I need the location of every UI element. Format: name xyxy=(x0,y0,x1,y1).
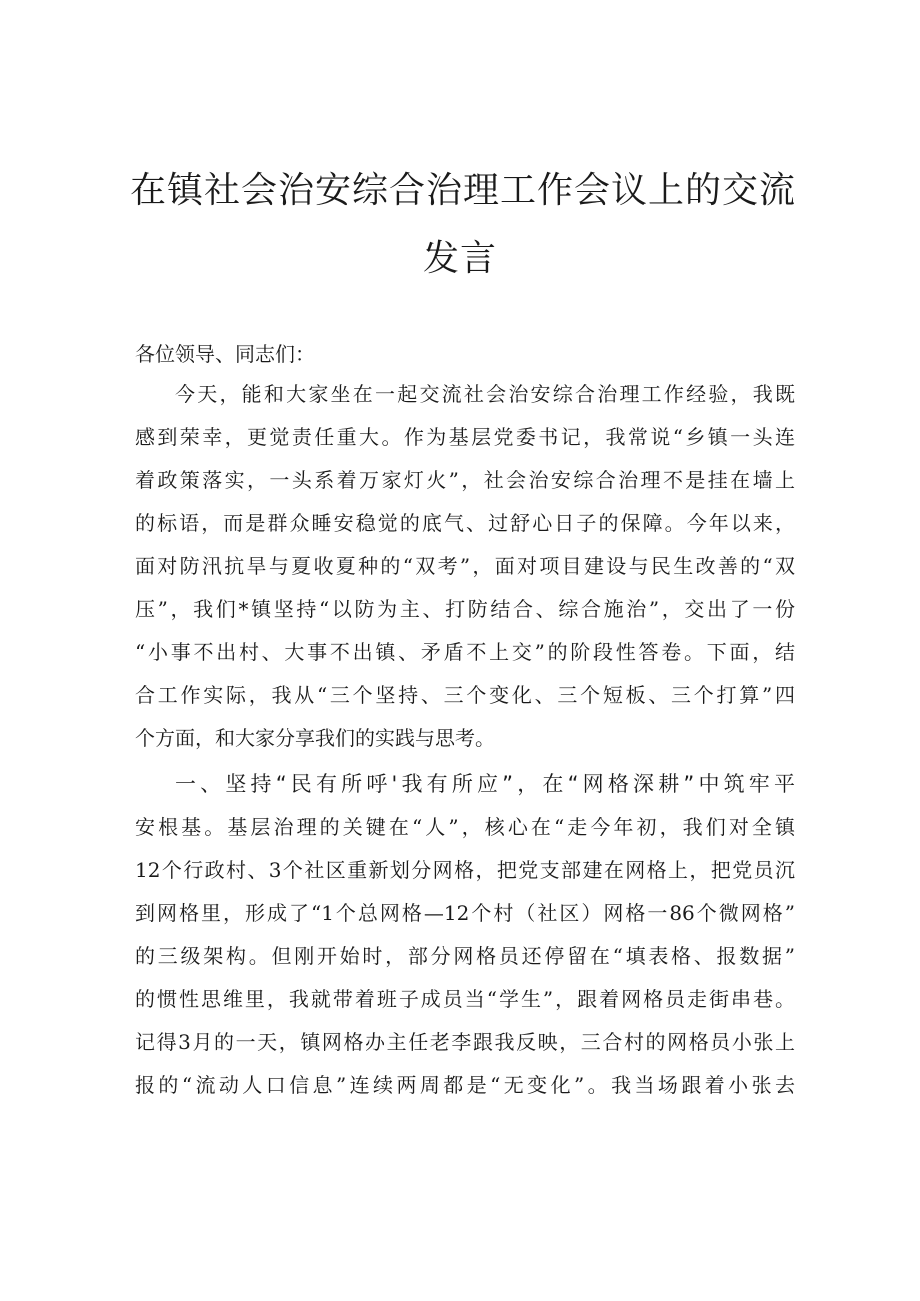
section-1-line: 报的“流动人口信息”连续两周都是“无变化”。我当场跟着小张去 xyxy=(135,1073,795,1097)
section-1-line-text: 基层治理的关键在“人”，核心在“走今年初，我们对全镇 xyxy=(227,815,795,839)
document-title-line-1: 在镇社会治安综合治理工作会议上的交流 xyxy=(130,170,797,211)
document-title-line-2: 发言 xyxy=(422,238,497,279)
paragraph-line: 合工作实际，我从“三个坚持、三个变化、三个短板、三个打算”四 xyxy=(135,683,795,707)
section-1-line: 的惯性思维里，我就带着班子成员当“学生”，跟着网格员走街串巷。 xyxy=(135,987,795,1011)
paragraph-line: 压”，我们*镇坚持“以防为主、打防结合、综合施治”，交出了一份 xyxy=(135,597,795,621)
paragraph-line: “小事不出村、大事不出镇、矛盾不上交”的阶段性答卷。下面，结 xyxy=(135,640,795,664)
paragraph-line: 感到荣幸，更觉责任重大。作为基层党委书记，我常说“乡镇一头连 xyxy=(135,425,795,449)
section-1-line: 到网格里，形成了“1个总网格—12个村（社区）网格一86个微网格” xyxy=(135,901,795,925)
paragraph-line: 面对防汛抗旱与夏收夏种的“双考”，面对项目建设与民生改善的“双 xyxy=(135,554,795,578)
section-1-line: 记得3月的一天，镇网格办主任老李跟我反映，三合村的网格员小张上 xyxy=(135,1030,795,1054)
section-1-line: 12个行政村、3个社区重新划分网格，把党支部建在网格上，把党员沉 xyxy=(135,858,795,882)
paragraph-line: 个方面，和大家分享我们的实践与思考。 xyxy=(135,726,495,750)
section-1-heading-end: 安根基。 xyxy=(135,815,228,839)
section-1-line xyxy=(135,813,795,841)
paragraph-line: 的标语，而是群众睡安稳觉的底气、过舒心日子的保障。今年以来， xyxy=(135,511,795,535)
section-1-line: 的三级架构。但刚开始时，部分网格员还停留在“填表格、报数据” xyxy=(135,944,795,968)
salutation: 各位领导、同志们： xyxy=(135,342,315,366)
paragraph-line: 着政策落实，一头系着万家灯火”，社会治安综合治理不是挂在墙上 xyxy=(135,468,795,492)
paragraph-line: 今天，能和大家坐在一起交流社会治安综合治理工作经验，我既 xyxy=(175,382,795,406)
section-1-heading: 一、坚持“民有所呼'我有所应”，在“网格深耕”中筑牢平 xyxy=(175,772,795,796)
